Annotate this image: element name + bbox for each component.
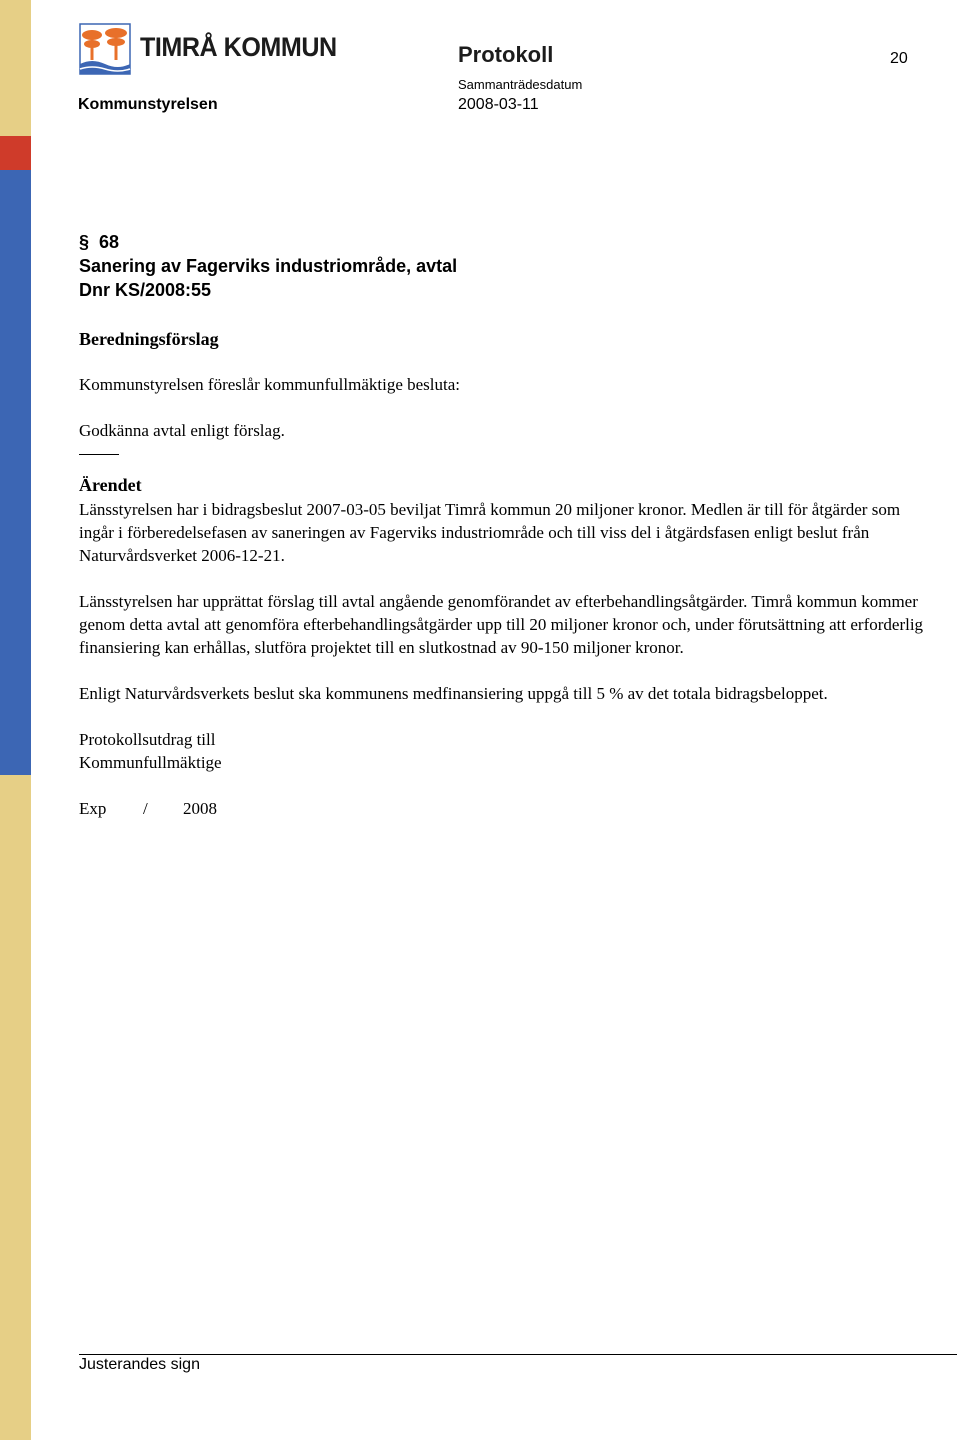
signature-line — [79, 1354, 957, 1355]
distribution-line-1: Protokollsutdrag till — [79, 730, 216, 749]
document-body — [79, 230, 929, 820]
side-band-yellow-top — [0, 0, 31, 136]
signature-label: Justerandes sign — [79, 1356, 200, 1373]
separator-rule — [79, 454, 119, 455]
document-type: Protokoll — [458, 42, 554, 67]
side-band-red — [0, 136, 31, 170]
page-number: 20 — [890, 50, 908, 67]
committee-name: Kommunstyrelsen — [78, 96, 218, 113]
side-band-yellow-bottom — [0, 775, 31, 1440]
side-band-blue — [0, 170, 31, 775]
expedition-year: 2008 — [183, 799, 217, 818]
municipality-name: TIMRÅ KOMMUN — [140, 32, 337, 62]
expedition-separator: / — [143, 799, 148, 818]
meeting-date: 2008-03-11 — [458, 96, 539, 113]
proposal-heading: Beredningsförslag — [79, 329, 219, 349]
section-title: Sanering av Fagerviks industriområde, avtal — [79, 256, 458, 276]
distribution-line-2: Kommunfullmäktige — [79, 753, 222, 772]
matter-paragraph-1: Länsstyrelsen har i bidragsbeslut 2007-03-05 beviljat Timrå kommun 20 miljoner kronor. Medlen är till för åtgärder som ingår i förberedelsefasen av saneringen av Fagerviks industriområde och till viss del i åtgärdsfasen enligt beslut från Naturvårdsverket 2006-12-21. — [79, 500, 901, 565]
meeting-date-label: Sammanträdesdatum — [458, 77, 583, 92]
proposal-intro: Kommunstyrelsen föreslår kommunfullmäktige besluta: — [79, 375, 461, 394]
paragraph-symbol: § — [79, 232, 90, 252]
expedition-line — [79, 797, 929, 820]
expedition-label: Exp — [79, 799, 107, 818]
matter-heading: Ärendet — [79, 475, 142, 495]
matter-paragraph-2: Länsstyrelsen har upprättat förslag till avtal angående genomförandet av efterbehandlingsåtgärder. Timrå kommun kommer genom detta avtal att genomföra efterbehandlingsåtgärder upp till 20 miljoner kronor och, under förutsättning att erforderlig finansiering kan erhållas, slutföra projektet till en slutkostnad av 90-150 miljoner kronor. — [79, 592, 924, 657]
municipality-logo-icon — [78, 22, 132, 84]
registration-number: Dnr KS/2008:55 — [79, 280, 212, 300]
matter-paragraph-3: Enligt Naturvårdsverkets beslut ska kommunens medfinansiering uppgå till 5 % av det totala bidragsbeloppet. — [79, 684, 828, 703]
proposal-decision: Godkänna avtal enligt förslag. — [79, 421, 285, 440]
section-number-value: 68 — [99, 232, 120, 252]
section-number — [79, 230, 929, 254]
